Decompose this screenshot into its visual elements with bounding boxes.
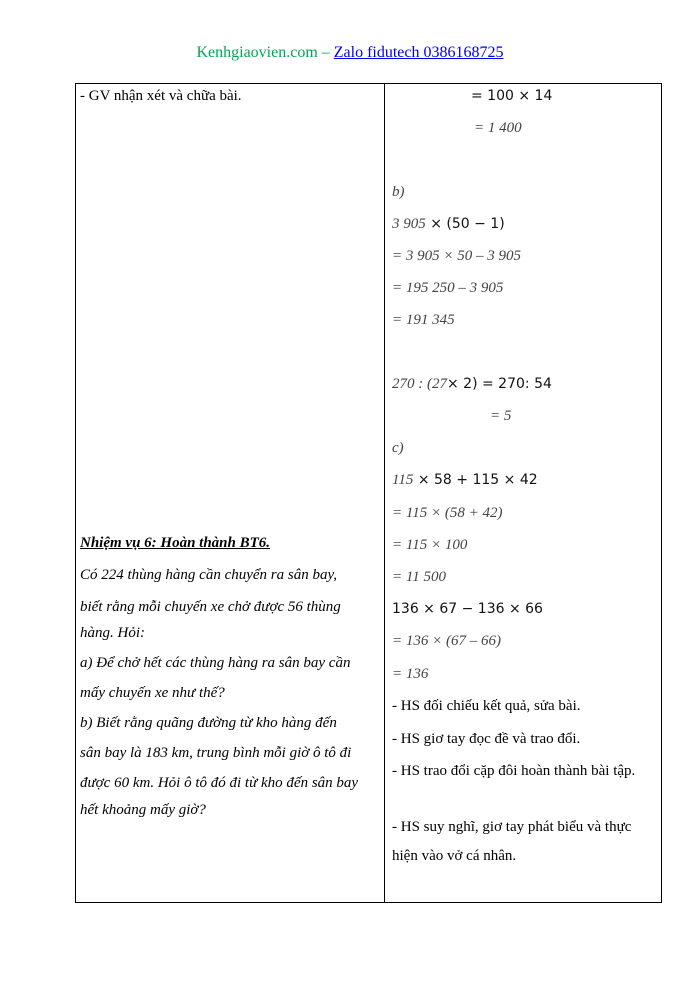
student-activity: - HS đối chiếu kết quả, sửa bài. — [392, 698, 581, 714]
problem-line: được 60 km. Hỏi ô tô đó đi từ kho đến sân bay — [80, 775, 359, 791]
problem-line: hàng. Hỏi: — [80, 625, 145, 641]
math-line: = 3 905 × 50 – 3 905 — [392, 248, 521, 264]
math-line: = 136 — [392, 666, 429, 682]
header-separator: – — [317, 44, 334, 61]
task-title: Nhiệm vụ 6: Hoàn thành BT6. — [80, 535, 271, 551]
math-line: 3 905 × (50 − 1) — [392, 216, 505, 232]
problem-line: hết khoảng mấy giờ? — [80, 802, 206, 818]
problem-line: a) Để chở hết các thùng hàng ra sân bay cần — [80, 655, 351, 671]
math-line: 115 × 58 + 115 × 42 — [392, 472, 538, 488]
math-line: = 115 × 100 — [392, 537, 468, 553]
site-name: Kenhgiaovien.com — [196, 44, 318, 61]
math-line: = 115 × (58 + 42) — [392, 505, 503, 521]
problem-line: b) Biết rằng quãng đường từ kho hàng đến — [80, 715, 337, 731]
page-header — [0, 43, 700, 63]
student-activity: - HS trao đổi cặp đôi hoàn thành bài tập. — [392, 763, 636, 779]
math-line: 270 : (27× 2) = 270: 54 — [392, 376, 552, 392]
math-line: = 191 345 — [392, 312, 455, 328]
student-activity: - HS giơ tay đọc đề và trao đổi. — [392, 731, 581, 747]
student-activity: - HS suy nghĩ, giơ tay phát biểu và thực — [392, 819, 632, 835]
math-line: = 5 — [490, 408, 512, 424]
math-line: = 1 400 — [474, 120, 522, 136]
math-line: = 100 × 14 — [471, 88, 553, 104]
problem-line: biết rằng mỗi chuyến xe chở được 56 thùng — [80, 599, 341, 615]
part-label-c: c) — [392, 440, 404, 456]
column-divider — [384, 83, 385, 903]
teacher-note: - GV nhận xét và chữa bài. — [80, 88, 242, 104]
problem-line: sân bay là 183 km, trung bình mỗi giờ ô tô đi — [80, 745, 352, 761]
math-line: = 195 250 – 3 905 — [392, 280, 504, 296]
math-line: = 136 × (67 – 66) — [392, 633, 501, 649]
problem-line: mấy chuyến xe như thế? — [80, 685, 225, 701]
math-line: = 11 500 — [392, 569, 447, 585]
student-activity: hiện vào vở cá nhân. — [392, 848, 517, 864]
part-label-b: b) — [392, 184, 405, 200]
math-line: 136 × 67 − 136 × 66 — [392, 601, 543, 617]
zalo-link[interactable]: Zalo fidutech 0386168725 — [333, 44, 504, 61]
problem-line: Có 224 thùng hàng cần chuyển ra sân bay, — [80, 567, 338, 583]
